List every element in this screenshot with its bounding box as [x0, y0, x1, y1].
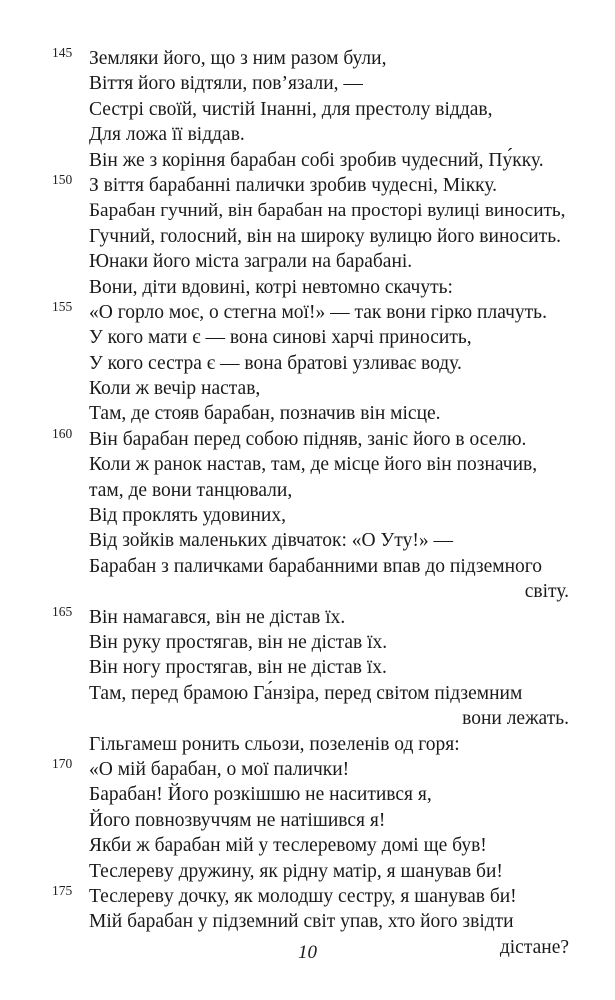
line-text: Якби ж барабан мій у теслеревому домі ще був!: [89, 835, 487, 857]
line-text: Юнаки його міста заграли на барабані.: [89, 251, 413, 273]
line-text: Вони, діти вдовині, котрі невтомно скачуть:: [89, 276, 453, 298]
poem-line: [0, 909, 615, 934]
line-text: Віття його відтяли, пов’язали, —: [89, 73, 363, 95]
poem-line: [0, 757, 615, 782]
line-text: Барабан з паличками барабанними впав до підземного: [89, 555, 543, 577]
poem-line: [0, 97, 615, 122]
poem-line: [0, 325, 615, 350]
poem-line: [0, 376, 615, 401]
poem-line: [0, 249, 615, 274]
poem-line: [0, 122, 615, 147]
line-number: 155: [52, 298, 73, 314]
poem-line: [0, 528, 615, 553]
line-number: 160: [52, 425, 73, 441]
line-text: Сестрі своїй, чистій Інанні, для престолу віддав,: [89, 98, 493, 120]
poem-line: [0, 173, 615, 198]
line-text: вони лежать.: [462, 708, 569, 730]
line-text: Теслеревy дружину, як рідну матір, я шанував би!: [89, 860, 503, 882]
poem-line: [0, 224, 615, 249]
poem-line: [0, 859, 615, 884]
poem-line: [0, 46, 615, 71]
line-text: Там, де стояв барабан, позначив він місце.: [89, 403, 441, 425]
poem-line: [0, 706, 615, 731]
poem-line: [0, 808, 615, 833]
poem-line: [0, 833, 615, 858]
poem-line: [0, 782, 615, 807]
poem-line: [0, 605, 615, 630]
line-text: там, де вони танцювали,: [89, 479, 293, 501]
line-text: дістане?: [499, 936, 569, 958]
poem-line: [0, 300, 615, 325]
line-text: Барабан! Його розкішшю не наситився я,: [89, 784, 432, 806]
line-text: У кого мати є — вона синові харчі приносить,: [89, 327, 472, 349]
poem-line: [0, 681, 615, 706]
line-text: Коли ж вечір настав,: [89, 378, 261, 400]
poem-line: [0, 884, 615, 909]
line-text: світу.: [524, 581, 569, 603]
line-text: Він барабан перед собою підняв, заніс його в оселю.: [89, 428, 527, 450]
poem-line: [0, 478, 615, 503]
line-text: Від зойків маленьких дівчаток: «О Уту!» —: [89, 530, 453, 552]
poem-line: [0, 198, 615, 223]
poem-line: [0, 401, 615, 426]
line-text: У кого сестра є — вона братові узливає воду.: [89, 352, 462, 374]
line-text: З віття барабанні палички зробив чудесні, Мікку.: [89, 174, 498, 196]
line-text: Мій барабан у підземний світ упав, хто його звідти: [89, 911, 514, 933]
line-text: Він ногу простягав, він не дістав їх.: [89, 657, 387, 679]
line-number: 165: [52, 603, 73, 619]
line-text: Для ложа її віддав.: [89, 124, 245, 146]
poem-line: [0, 732, 615, 757]
page-number: 10: [298, 942, 317, 963]
line-text: Гучний, голосний, він на широку вулицю його виносить.: [89, 225, 561, 247]
line-text: Барабан гучний, він барабан на просторі вулиці виносить,: [89, 200, 566, 222]
line-text: Його повнозвуччям не натішився я!: [89, 809, 386, 831]
poem-line: [0, 554, 615, 579]
line-text: «О горло моє, о стегна мої!» — так вони гірко плачуть.: [89, 301, 547, 323]
line-number: 170: [52, 755, 73, 771]
line-number: 145: [52, 45, 73, 60]
line-text: Він намагався, він не дістав їх.: [89, 606, 346, 628]
poem-text: [0, 46, 615, 960]
poem-line: [0, 351, 615, 376]
line-text: Земляки його, що з ним разом були,: [89, 48, 387, 69]
line-text: Теслеревy дочку, як молодшу сестру, я шанував би!: [89, 885, 517, 907]
poem-line: [0, 655, 615, 680]
line-text: «О мій барабан, о мої палички!: [89, 758, 350, 780]
line-text: Він руку простягав, він не дістав їх.: [89, 631, 388, 653]
line-text: Гільгамеш ронить сльози, позеленів од горя:: [89, 733, 460, 755]
line-text: Від проклять удовиних,: [89, 505, 286, 527]
line-text: Коли ж ранок настав, там, де місце його він позначив,: [89, 454, 538, 476]
line-number: 150: [52, 171, 73, 187]
poem-line: [0, 275, 615, 300]
poem-line: [0, 71, 615, 96]
line-text: Він же з коріння барабан собі зробив чудесний, Пу́кку.: [89, 149, 544, 171]
poem-line: [0, 452, 615, 477]
line-text: Там, перед брамою Га́нзіра, перед світом підземним: [89, 682, 523, 704]
poem-line: [0, 503, 615, 528]
poem-line: [0, 427, 615, 452]
line-number: 175: [52, 882, 73, 898]
poem-line: [0, 148, 615, 173]
poem-line: [0, 579, 615, 604]
poem-line: [0, 630, 615, 655]
